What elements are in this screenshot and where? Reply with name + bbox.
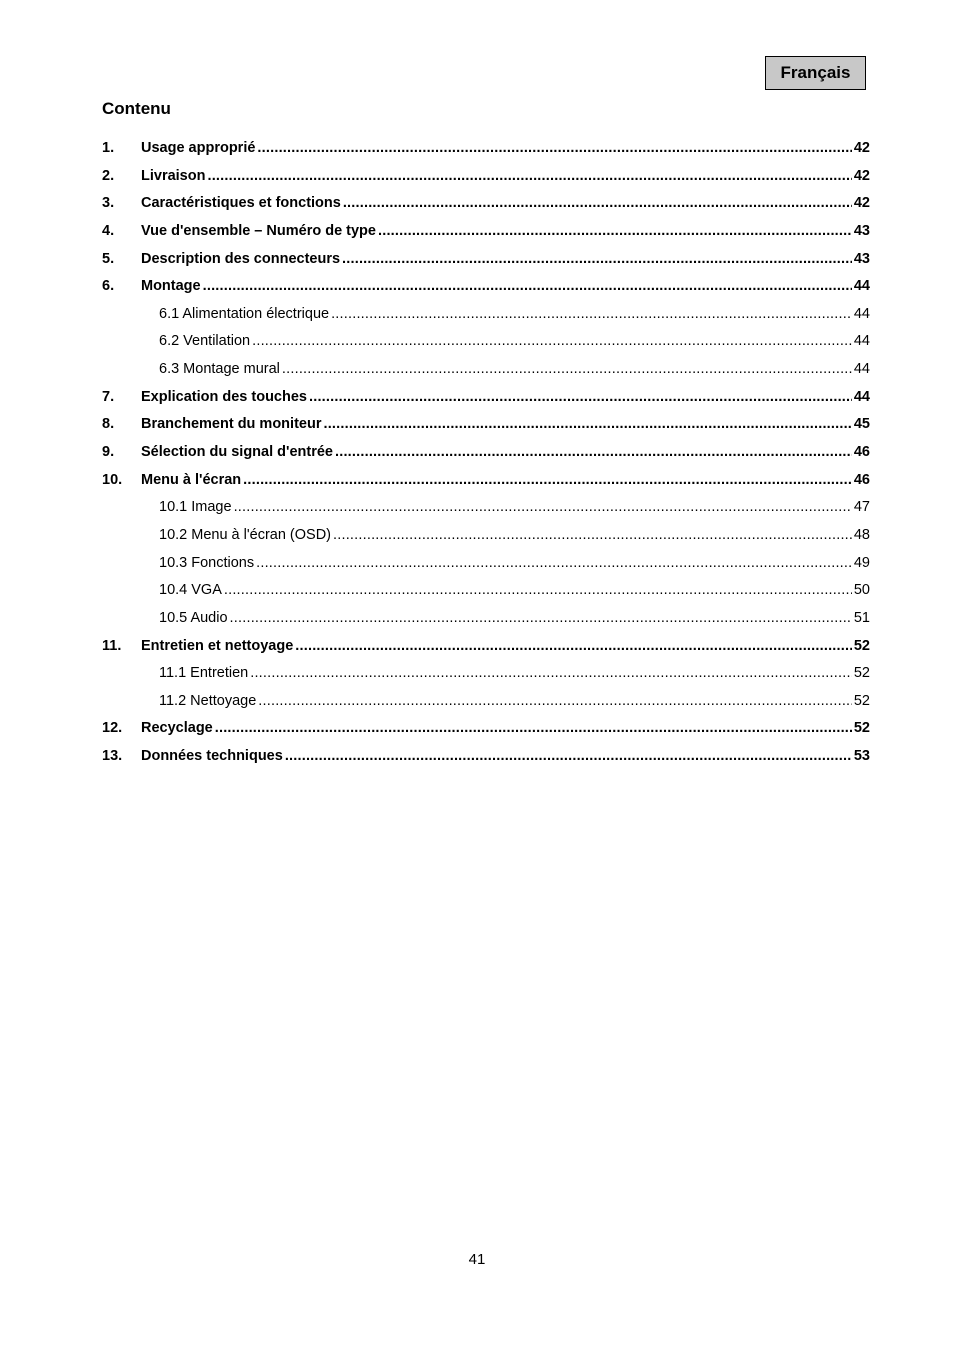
toc-dot-leader (258, 693, 852, 709)
toc-entry[interactable] (102, 638, 870, 666)
toc-entry-label: Livraison (141, 167, 206, 184)
toc-subentry[interactable] (102, 665, 870, 693)
toc-entry-number: 8. (102, 416, 115, 433)
toc-entry-label: Vue d'ensemble – Numéro de type (141, 222, 376, 239)
toc-dot-leader (285, 748, 852, 764)
toc-entry[interactable] (102, 720, 870, 748)
toc-entry-number: 11. (102, 637, 122, 654)
toc-entry[interactable] (102, 389, 870, 417)
toc-entry-page: 52 (853, 692, 870, 709)
toc-dot-leader (256, 555, 852, 571)
toc-entry-label: Entretien et nettoyage (141, 637, 294, 654)
toc-title: Contenu (102, 99, 171, 118)
toc-entry-label: Description des connecteurs (141, 250, 341, 267)
toc-entry-page: 42 (853, 167, 870, 184)
toc-dot-leader (335, 444, 852, 460)
toc-entry-label: Sélection du signal d'entrée (141, 444, 333, 461)
toc-dot-leader (207, 168, 851, 184)
toc-entry-page: 51 (853, 609, 870, 626)
toc-dot-leader (309, 389, 852, 405)
toc-entry-label: 10.5 Audio (159, 609, 228, 626)
toc-entry[interactable] (102, 251, 870, 279)
toc-dot-leader (250, 665, 852, 681)
toc-dot-leader (230, 610, 852, 626)
toc-entry-label: Explication des touches (141, 388, 307, 405)
toc-entry-page: 45 (853, 416, 870, 433)
toc-entry-label: Caractéristiques et fonctions (141, 195, 341, 212)
toc-entry-page: 44 (853, 333, 870, 350)
toc-entry-number: 5. (102, 250, 115, 267)
toc-subentry[interactable] (102, 333, 870, 361)
toc-dot-leader (243, 472, 852, 488)
toc-subentry[interactable] (102, 693, 870, 721)
language-badge: Français (765, 56, 866, 90)
toc-subentry[interactable] (102, 499, 870, 527)
toc-entry[interactable] (102, 472, 870, 500)
toc-entry-number: 3. (102, 195, 115, 212)
toc-entry-page: 44 (853, 305, 870, 322)
toc-entry-label: 10.2 Menu à l'écran (OSD) (159, 526, 332, 543)
toc-subentry[interactable] (102, 582, 870, 610)
toc-dot-leader (295, 638, 852, 654)
toc-entry-label: Montage (141, 278, 201, 295)
toc-entry[interactable] (102, 195, 870, 223)
toc-entry-label: 6.3 Montage mural (159, 361, 280, 378)
toc-entry-label: 11.2 Nettoyage (159, 692, 257, 709)
toc-dot-leader (203, 278, 852, 294)
toc-entry-label: 6.2 Ventilation (159, 333, 251, 350)
toc-entry-number: 6. (102, 278, 115, 295)
toc-entry-page: 44 (853, 361, 870, 378)
toc-entry-page: 44 (853, 278, 870, 295)
toc-entry-page: 43 (853, 222, 870, 239)
toc-dot-leader (323, 416, 851, 432)
page-number: 41 (468, 1251, 486, 1268)
toc-dot-leader (257, 140, 851, 156)
toc-dot-leader (215, 720, 852, 736)
toc-entry[interactable] (102, 416, 870, 444)
toc-entry[interactable] (102, 444, 870, 472)
toc-dot-leader (331, 306, 852, 322)
toc-entry-number: 9. (102, 444, 115, 461)
toc-subentry[interactable] (102, 555, 870, 583)
toc-entry-page: 44 (853, 388, 870, 405)
toc-entry-number: 10. (102, 471, 123, 488)
toc-entry-number: 1. (102, 140, 115, 156)
toc-dot-leader (378, 223, 852, 239)
toc-entry-page: 47 (853, 499, 870, 516)
toc-entry-label: Recyclage (141, 720, 213, 737)
toc-entry-label: 10.3 Fonctions (159, 554, 255, 571)
toc-dot-leader (343, 195, 852, 211)
toc-entry-page: 49 (853, 554, 870, 571)
toc-entry-label: Branchement du moniteur (141, 416, 322, 433)
toc-dot-leader (252, 333, 852, 349)
toc-entry-label: 10.4 VGA (159, 582, 222, 599)
toc-entry-label: Usage approprié (141, 140, 256, 156)
toc-entry-page: 42 (853, 140, 870, 156)
toc-entry-page: 53 (853, 748, 870, 765)
toc-entry-label: Données techniques (141, 748, 283, 765)
toc-entry-number: 7. (102, 388, 115, 405)
toc-entry-label: 6.1 Alimentation électrique (159, 305, 330, 322)
toc-dot-leader (224, 582, 852, 598)
toc-subentry[interactable] (102, 361, 870, 389)
toc-subentry[interactable] (102, 610, 870, 638)
table-of-contents (102, 140, 870, 776)
toc-entry-label: 11.1 Entretien (159, 665, 249, 682)
toc-dot-leader (234, 499, 852, 515)
toc-entry[interactable] (102, 140, 870, 168)
toc-dot-leader (282, 361, 852, 377)
toc-entry-page: 52 (853, 637, 870, 654)
toc-entry-page: 48 (853, 526, 870, 543)
toc-entry-number: 13. (102, 748, 123, 765)
toc-subentry[interactable] (102, 527, 870, 555)
toc-entry-label: 10.1 Image (159, 499, 232, 516)
toc-entry-number: 12. (102, 720, 123, 737)
toc-entry-number: 2. (102, 167, 115, 184)
toc-dot-leader (333, 527, 852, 543)
toc-entry[interactable] (102, 748, 870, 776)
toc-subentry[interactable] (102, 306, 870, 334)
toc-dot-leader (342, 251, 852, 267)
toc-entry[interactable] (102, 278, 870, 306)
toc-entry[interactable] (102, 168, 870, 196)
toc-entry-label: Menu à l'écran (141, 471, 242, 488)
toc-entry-page: 43 (853, 250, 870, 267)
toc-entry-page: 42 (853, 195, 870, 212)
toc-entry-page: 46 (853, 471, 870, 488)
toc-entry-page: 46 (853, 444, 870, 461)
toc-entry[interactable] (102, 223, 870, 251)
toc-entry-page: 52 (853, 720, 870, 737)
toc-entry-number: 4. (102, 222, 115, 239)
toc-entry-page: 50 (853, 582, 870, 599)
toc-entry-page: 52 (853, 665, 870, 682)
